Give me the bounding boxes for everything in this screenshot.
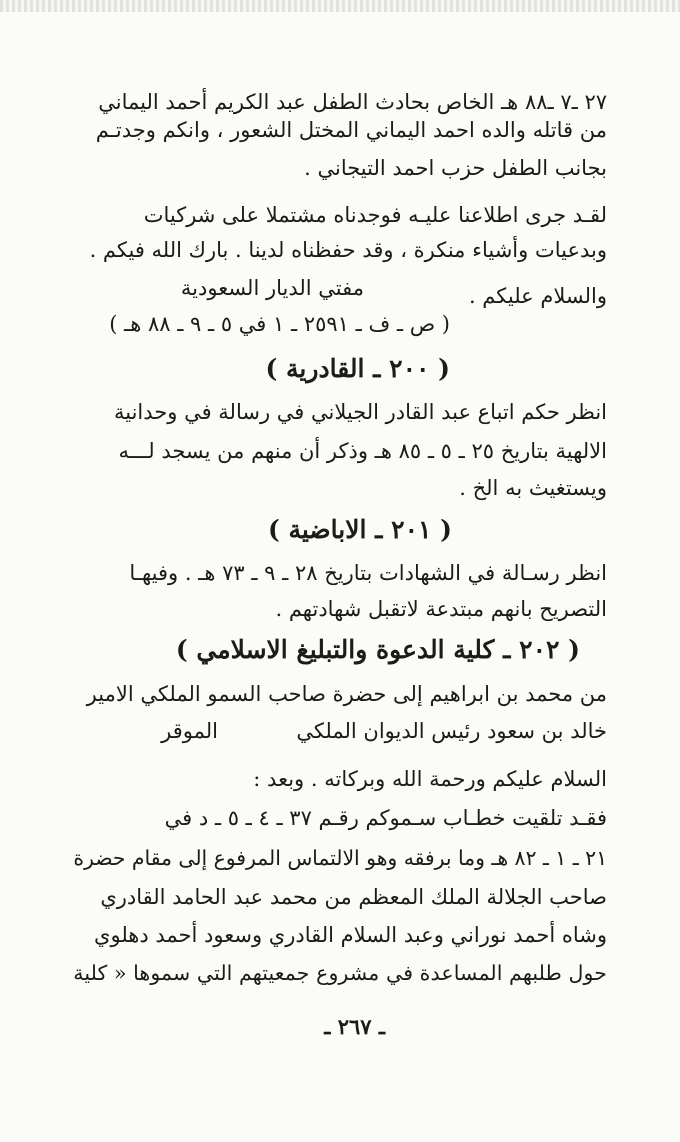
intro-line-1: ٢٧ ـ٧ ـ٨٨ هـ الخاص بحادث الطفل عبد الكريم أحمد اليماني bbox=[98, 90, 607, 114]
section-202-line-1: من محمد بن ابراهيم إلى حضرة صاحب السمو الملكي الامير bbox=[86, 682, 607, 706]
closing-salutation: والسلام عليكم . bbox=[468, 284, 607, 308]
intro-line-3: بجانب الطفل حزب احمد التيجاني . bbox=[304, 156, 607, 180]
addressee-title: الموقر bbox=[161, 719, 218, 743]
intro-line-5: وبدعيات وأشياء منكرة ، وقد حفظناه لدينا . بارك الله فيكم . bbox=[89, 238, 607, 262]
intro-line-2: من قاتله والده احمد اليماني المختل الشعور ، وانكم وجدتـم bbox=[95, 118, 607, 142]
section-202-line-5: ٢١ ـ ١ ـ ٨٢ هـ وما برفقه وهو الالتماس المرفوع إلى مقام حضرة bbox=[73, 846, 607, 870]
section-202-heading: ( ٢٠٢ ـ كلية الدعوة والتبليغ الاسلامي ) bbox=[175, 635, 580, 664]
section-202-line-4: فقـد تلقيت خطـاب سـموكم رقـم ٣٧ ـ ٤ ـ ٥ ـ د في bbox=[164, 806, 607, 830]
section-202-line-3: السلام عليكم ورحمة الله وبركاته . وبعد : bbox=[253, 767, 607, 791]
intro-line-4: لقـد جرى اطلاعنا عليـه فوجدناه مشتملا على شركيات bbox=[143, 203, 607, 227]
section-201-line-1: انظر رسـالة في الشهادات بتاريخ ٢٨ ـ ٩ ـ ٧٣ هـ . وفيهـا bbox=[129, 561, 607, 585]
page-top-edge bbox=[0, 0, 680, 12]
reference: ( ص ـ ف ـ ٢٥٩١ ـ ١ في ٥ ـ ٩ ـ ٨٨ هـ ) bbox=[109, 312, 450, 336]
section-202-line-6: صاحب الجلالة الملك المعظم من محمد عبد الحامد القادري bbox=[100, 885, 607, 909]
section-202-line-8: حول طلبهم المساعدة في مشروع جمعيتهم التي سموها « كلية bbox=[73, 961, 607, 985]
section-200-heading: ( ٢٠٠ ـ القادرية ) bbox=[265, 354, 450, 383]
section-202-line-7: وشاه أحمد نوراني وعبد السلام القادري وسعود أحمد دهلوي bbox=[94, 923, 607, 947]
section-200-line-3: ويستغيث به الخ . bbox=[459, 476, 607, 500]
section-201-heading: ( ٢٠١ ـ الاباضية ) bbox=[267, 515, 452, 544]
page-number: ـ ٢٦٧ ـ bbox=[324, 1014, 385, 1039]
section-202-line-2: خالد بن سعود رئيس الديوان الملكي bbox=[296, 719, 607, 743]
section-201-line-2: التصريح بانهم مبتدعة لاتقبل شهادتهم . bbox=[275, 597, 607, 621]
section-200-line-2: الالهية بتاريخ ٢٥ ـ ٥ ـ ٨٥ هـ وذكر أن منهم من يسجد لـــه bbox=[118, 439, 607, 463]
signature: مفتي الديار السعودية bbox=[180, 276, 364, 300]
section-200-line-1: انظر حكم اتباع عبد القادر الجيلاني في رسالة في وحدانية bbox=[113, 400, 607, 424]
